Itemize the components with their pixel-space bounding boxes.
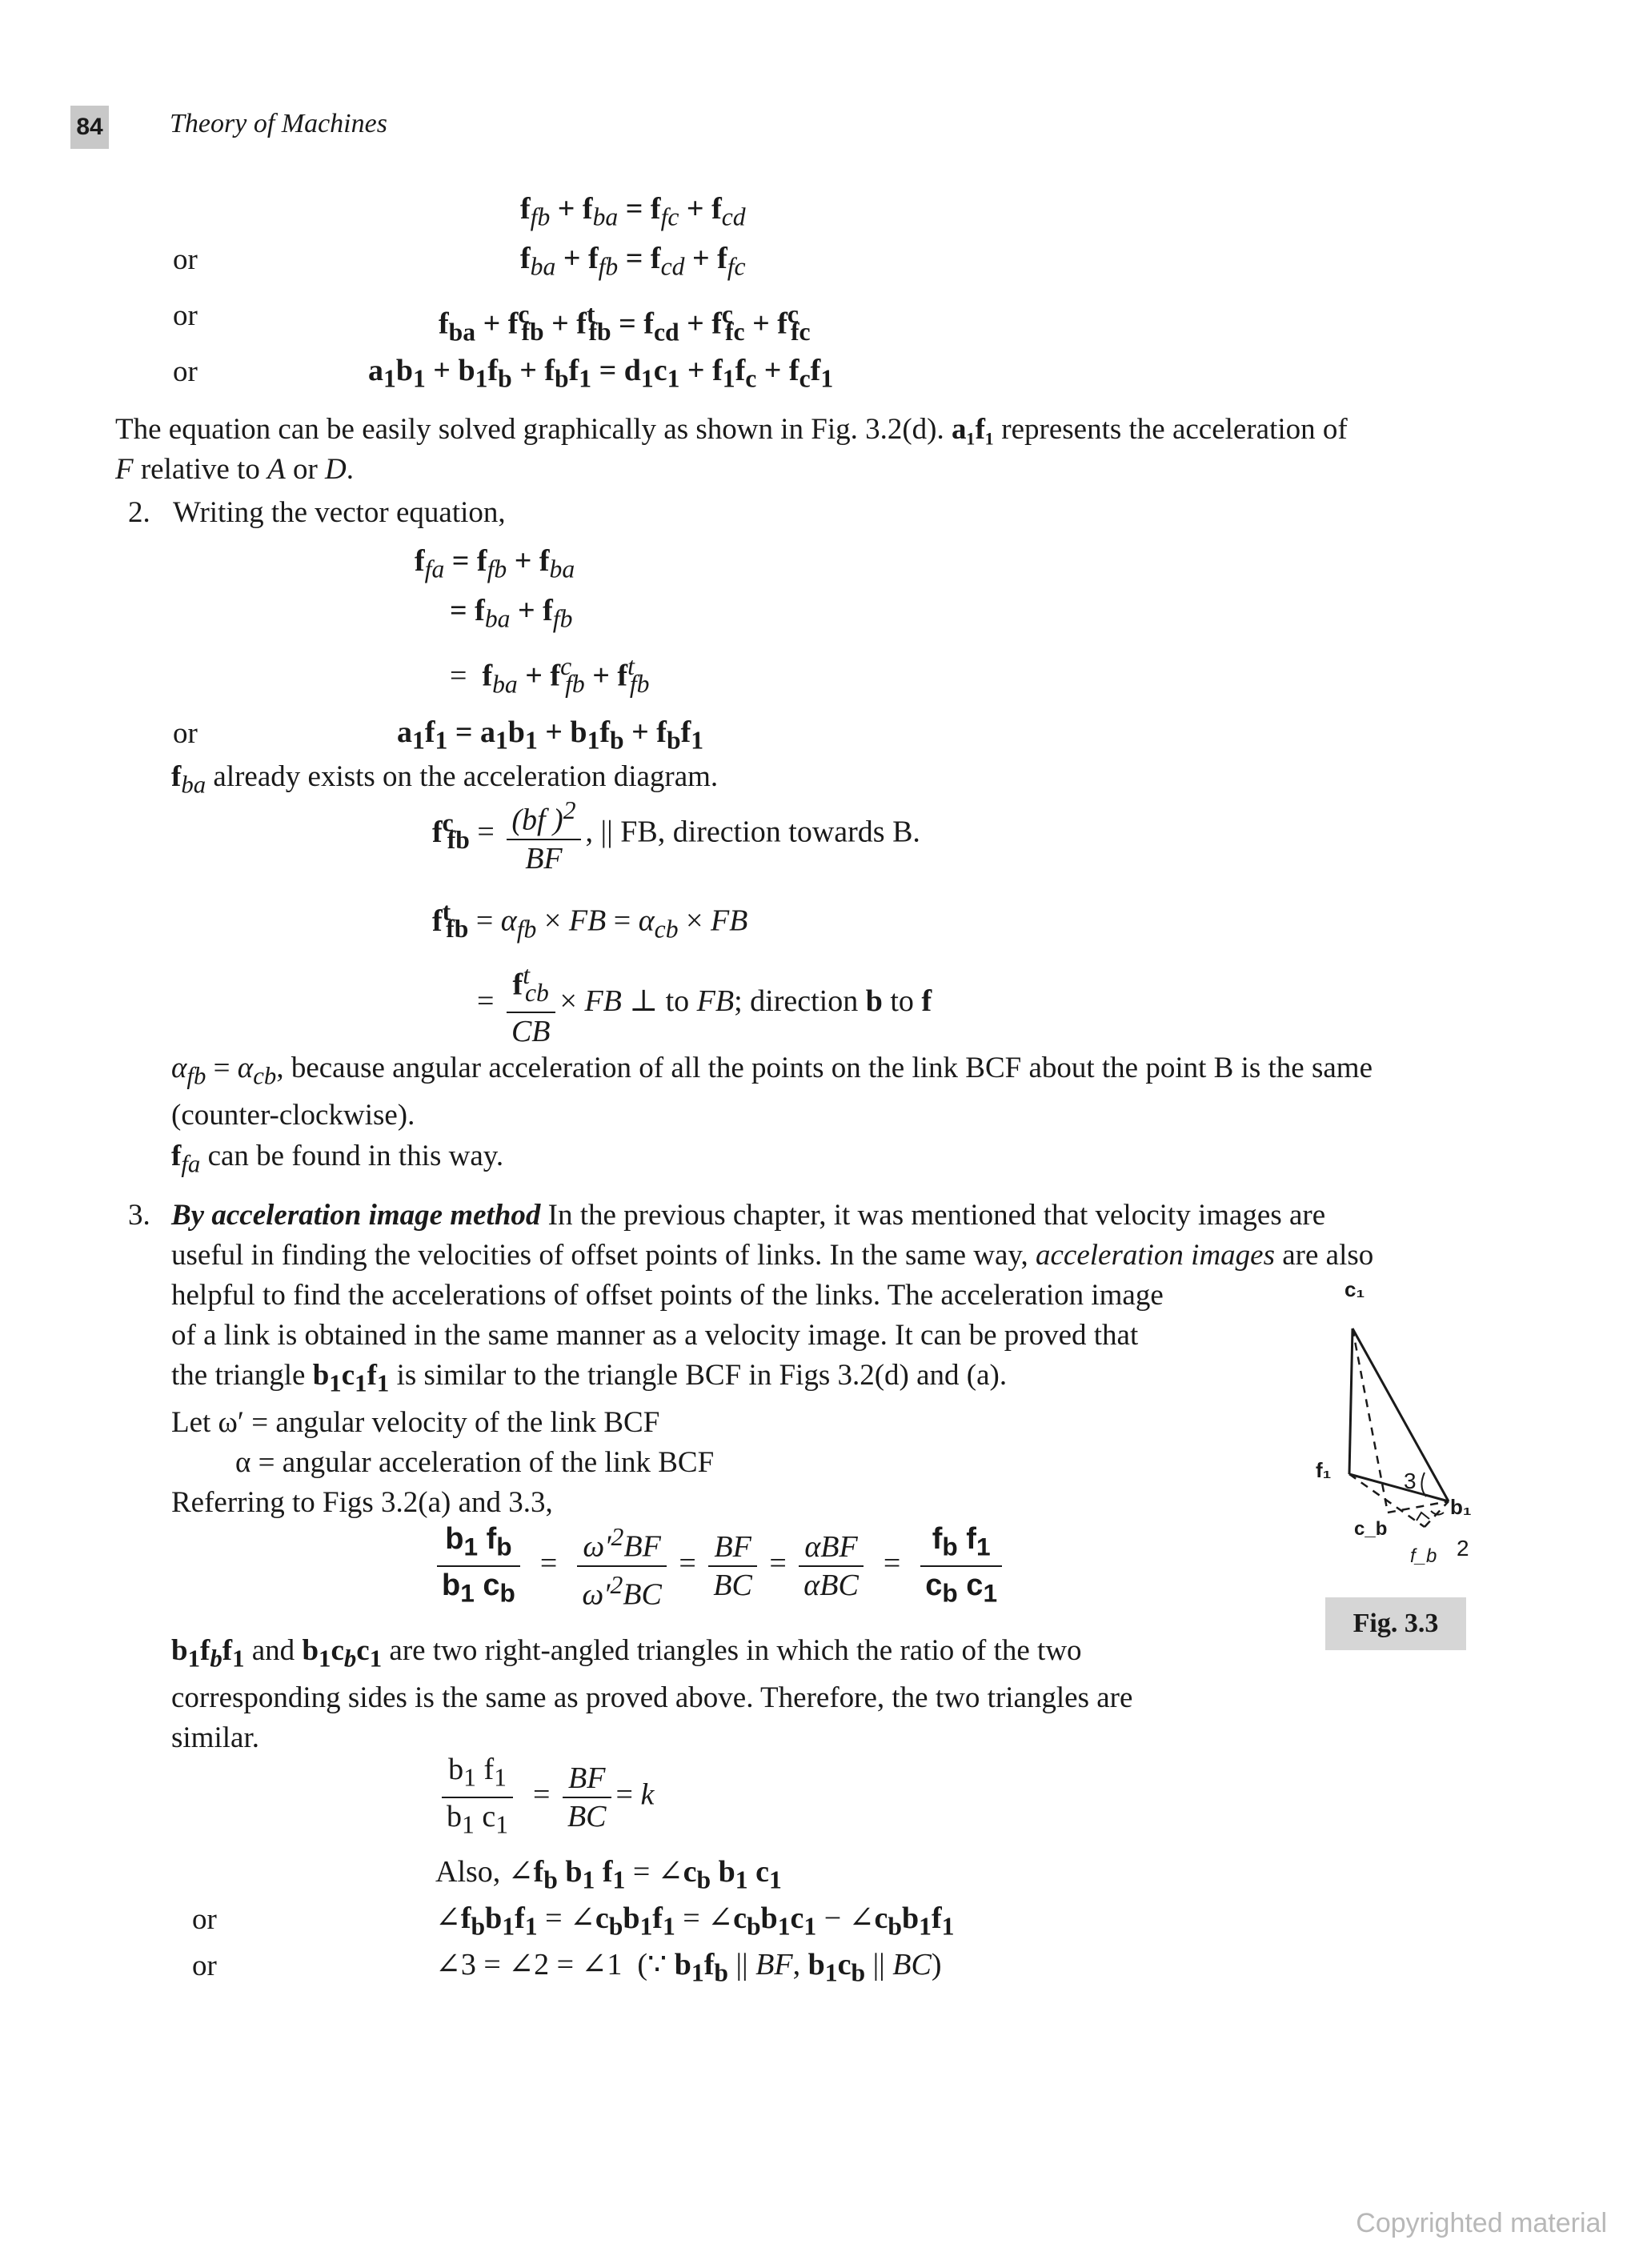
- ratio-k-equation: $\frac{b_1 f_1}{b_1 c_1}$ = $\frac{BF}{BC}$ = k: [437, 1751, 654, 1843]
- or-4: or: [173, 717, 198, 750]
- ffa-found-text: $f_{fa}$ can be found in this way.: [171, 1140, 504, 1178]
- eq-centripetal: $f^c_{fb}$ = $\frac{(bf )^2}{BF}$ , || FB, direction towards B.: [432, 792, 920, 877]
- or-3: or: [173, 355, 198, 388]
- edge-f1-b1: [1349, 1474, 1449, 1501]
- or-5: or: [192, 1903, 217, 1936]
- edge-c1-b1: [1352, 1328, 1449, 1501]
- eq-tangential: $f^t_{fb} = \alpha_{fb}$ × FB = $\alpha_{cb}$ × FB: [432, 897, 748, 944]
- or-2: or: [173, 299, 198, 332]
- angle-eq-1: $\angle f_bb_1f_1$ = $\angle c_bb_1f_1$ = $\angle c_bb_1c_1$ − $\angle c_bb_1f_1$: [435, 1901, 955, 1941]
- label-cb: c_b: [1354, 1518, 1388, 1540]
- eq1-line2: $f_{ba} + f_{fb} = f_{cd} + f_{fc}$: [520, 242, 746, 281]
- label-f1: f₁: [1316, 1458, 1332, 1482]
- figure-caption: Fig. 3.3: [1325, 1597, 1466, 1650]
- running-title: Theory of Machines: [170, 109, 387, 138]
- or-6: or: [192, 1949, 217, 1982]
- copyright-notice: Copyrighted material: [1356, 2208, 1607, 2238]
- eq2-line3: = $f_{ba} + f^c_{fb} + f^t_{fb}$: [450, 652, 650, 699]
- eq1-line4: $a_1b_1 + b_1f_b + f_bf_1 = d_1c_1 + f_1f_c + f_cf_1$: [368, 354, 834, 393]
- or-1: or: [173, 243, 198, 276]
- edge-c1-f1: [1349, 1328, 1352, 1474]
- eq1-line3: $f_{ba} + f^c_{fb} + f^t_{fb} = f_{cd} + f^c_{fc} + f^c_{fc}$: [439, 300, 811, 347]
- item-2-text: Writing the vector equation,: [173, 496, 506, 529]
- page-number: 84: [70, 106, 109, 149]
- label-c1: c₁: [1344, 1277, 1365, 1301]
- figure-3-3-diagram: [1288, 1272, 1489, 1577]
- angle-eq-2: ∠3 = ∠2 = ∠1 (∵ $b_1f_b$ || BF, $b_1c_b$ || BC): [435, 1948, 942, 1987]
- item-2-label: 2.: [128, 496, 150, 529]
- label-fb: f_b: [1410, 1545, 1437, 1567]
- eq-tangential-2: = $\frac{f^t_{cb}}{CB}$ × FB ⊥ to FB; direction b to f: [477, 957, 932, 1050]
- paragraph-graphical-solution: The equation can be easily solved graphically as shown in Fig. 3.2(d). a₁f₁ represents the acceleration of F relative to A or D.: [115, 413, 1348, 486]
- label-b1: b₁: [1450, 1495, 1472, 1519]
- eq2-line2: = $f_{ba} + f_{fb}$: [450, 594, 573, 633]
- eq2-line1: $f_{fa} = f_{fb} + f_{ba}$: [415, 544, 575, 583]
- ratio-equation: $\frac{b_1 f_b}{b_1 c_b}$ = $\frac{\omega'^2BF}{\omega'^2BC}$ = $\frac{BF}{BC}$ = $\frac{\text{αBF}}{\text{αBC}}$ = $\frac{f_b f_1}{c_b c_1}$: [432, 1519, 1007, 1613]
- eq1-line1: $f_{fb} + f_{ba} = f_{fc} + f_{cd}$: [520, 192, 746, 231]
- label-angle-3: 3: [1404, 1469, 1417, 1493]
- angle-also-line: Also, $\angle f_b$ $b_1$ $f_1$ = $\angle c_b$ $b_1$ $c_1$: [435, 1855, 782, 1894]
- dashed-c1-cb: [1352, 1328, 1388, 1513]
- alpha-paragraph: $\alpha_{fb} = \alpha_{cb}$, because angular acceleration of all the points on the link BCF about the point B is the same (counter-clockwise).: [171, 1052, 1373, 1132]
- right-triangles-paragraph: $b_1f_bf_1$ and $b_1c_bc_1$ are two right-angled triangles in which the ratio of the two corresponding sides is the same as proved above. Therefore, the two triangles are similar.: [171, 1634, 1133, 1755]
- item-3-label: 3.: [128, 1199, 150, 1232]
- eq2-line4: $a_1f_1 = a_1b_1 + b_1f_b + f_bf_1$: [397, 715, 704, 755]
- fba-exists-text: $f_{ba}$ already exists on the acceleration diagram.: [171, 760, 719, 799]
- label-angle-2: 2: [1457, 1536, 1469, 1561]
- right-angle-mark-fb: [1417, 1513, 1429, 1521]
- item-3-paragraph: By acceleration image method In the previous chapter, it was mentioned that velocity images are useful in finding the velocities of offset points of links. In the same way, acceleration images are also helpful to find the accelerations of offset points of the links. The acceleration image of a link is obtained in the same manner as a velocity image. It can be proved that the triangle $b_1c_1f_1$ is similar to the triangle BCF in Figs 3.2(d) and (a). Let ω′ = angular velocity of the link BCF α = angular acceleration of the link BCF Referring to Figs 3.2(a) and 3.3,: [171, 1199, 1374, 1520]
